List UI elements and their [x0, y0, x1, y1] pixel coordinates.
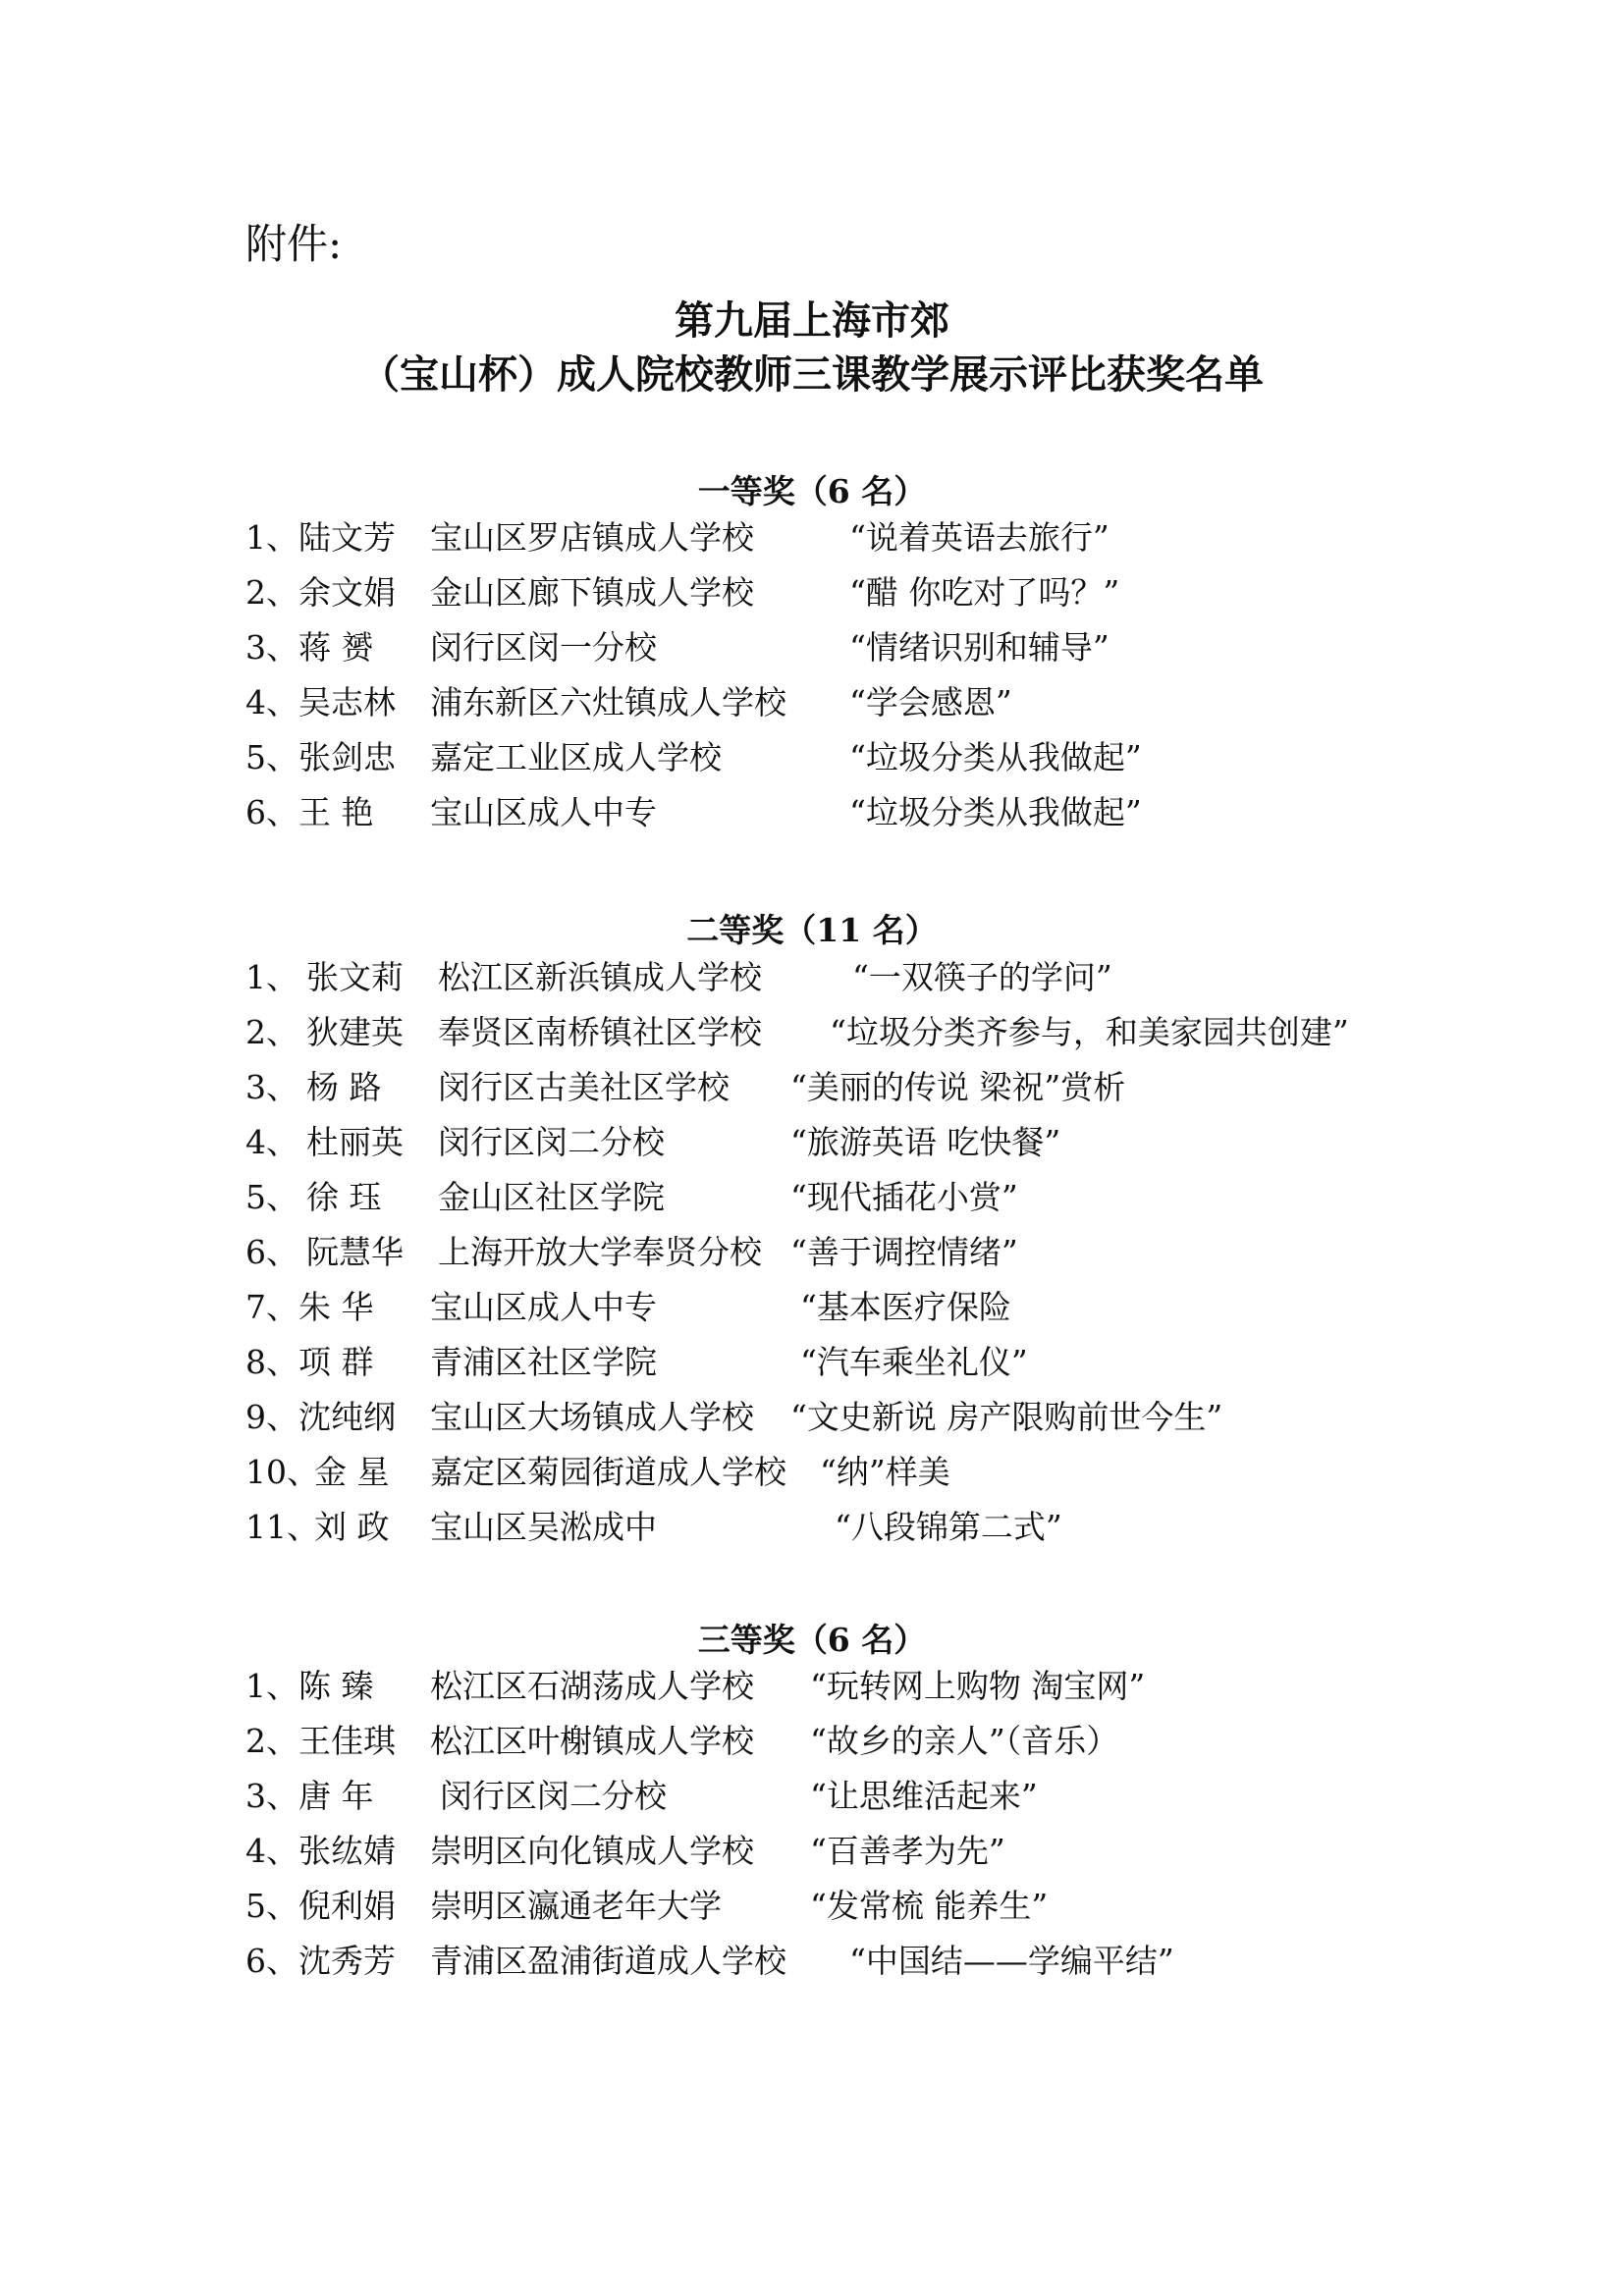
- entry-topic: “情绪识别和辅导”: [849, 628, 1110, 667]
- entry-school: 崇明区瀛通老年大学: [430, 1887, 722, 1925]
- entry-number: 9、: [245, 1398, 298, 1436]
- entry-name: 陈 臻: [298, 1667, 374, 1705]
- attachment-label: 附件:: [245, 220, 343, 268]
- entry-number: 7、: [245, 1288, 298, 1326]
- entry-name: 蒋 赟: [298, 628, 374, 667]
- entry-number: 6、: [245, 793, 298, 831]
- list-item: [245, 1883, 1522, 1930]
- list-item: [245, 1718, 1522, 1765]
- entry-school: 青浦区盈浦街道成人学校: [430, 1942, 786, 1980]
- section-title-third-prize: 三等奖（6 名）: [697, 1621, 927, 1659]
- entry-topic: “汽车乘坐礼仪”: [800, 1343, 1028, 1381]
- entry-school: 金山区社区学院: [438, 1178, 665, 1216]
- entry-topic: “醋 你吃对了吗？”: [849, 573, 1120, 612]
- entry-school: 金山区廊下镇成人学校: [430, 573, 754, 612]
- entry-topic: “垃圾分类齐参与，和美家园共创建”: [830, 1013, 1349, 1051]
- entry-number: 8、: [245, 1343, 298, 1381]
- entry-school: 奉贤区南桥镇社区学校: [438, 1013, 762, 1051]
- entry-number: 10、: [245, 1453, 319, 1491]
- entry-school: 闵行区古美社区学校: [438, 1068, 730, 1106]
- list-item: [245, 954, 1522, 1001]
- list-item: [245, 1119, 1522, 1166]
- entry-name: 朱 华: [298, 1288, 374, 1326]
- section-title-first-prize: 一等奖（6 名）: [697, 472, 927, 510]
- entry-school: 松江区叶榭镇成人学校: [430, 1722, 754, 1760]
- list-item: [245, 514, 1522, 561]
- entry-name: 张纮婧: [298, 1832, 396, 1870]
- entry-topic: “故乡的亲人”（音乐）: [810, 1722, 1119, 1760]
- entry-number: 3、: [245, 628, 298, 667]
- entry-number: 3、: [245, 1068, 298, 1106]
- entry-name: 徐 珏: [306, 1178, 382, 1216]
- list-item: [245, 1663, 1522, 1710]
- entry-school: 松江区石湖荡成人学校: [430, 1667, 754, 1705]
- section-title-second-prize: 二等奖（11 名）: [686, 911, 938, 949]
- entry-number: 1、: [245, 518, 298, 557]
- entry-school: 宝山区吴淞成中: [430, 1508, 657, 1546]
- entry-number: 5、: [245, 1887, 298, 1925]
- entry-topic: “旅游英语 吃快餐”: [790, 1123, 1061, 1161]
- list-item: [245, 1009, 1522, 1056]
- entry-school: 宝山区成人中专: [430, 793, 657, 831]
- entry-topic: “百善孝为先”: [810, 1832, 1005, 1870]
- list-item: [245, 1339, 1522, 1386]
- entry-topic: “玩转网上购物 淘宝网”: [810, 1667, 1146, 1705]
- entry-school: 崇明区向化镇成人学校: [430, 1832, 754, 1870]
- entry-number: 6、: [245, 1233, 298, 1271]
- entry-school: 宝山区罗店镇成人学校: [430, 518, 754, 557]
- entry-number: 3、: [245, 1777, 298, 1815]
- entry-school: 宝山区大场镇成人学校: [430, 1398, 754, 1436]
- entry-number: 6、: [245, 1942, 298, 1980]
- entry-name: 王佳琪: [298, 1722, 396, 1760]
- entry-school: 闵行区闵二分校: [440, 1777, 667, 1815]
- list-item: [245, 789, 1522, 836]
- entry-name: 王 艳: [298, 793, 374, 831]
- list-item: [245, 569, 1522, 616]
- entry-number: 2、: [245, 1013, 298, 1051]
- entry-name: 余文娟: [298, 573, 396, 612]
- entry-topic: “学会感恩”: [849, 683, 1012, 721]
- entry-topic: “让思维活起来”: [810, 1777, 1038, 1815]
- entry-number: 2、: [245, 573, 298, 612]
- entry-topic: “一双筷子的学问”: [852, 958, 1112, 996]
- entry-topic: “美丽的传说 梁祝”赏析: [790, 1068, 1126, 1106]
- list-item: [245, 1064, 1522, 1111]
- entry-school: 宝山区成人中专: [430, 1288, 657, 1326]
- entry-number: 2、: [245, 1722, 298, 1760]
- entry-number: 1、: [245, 958, 298, 996]
- entry-name: 杜丽英: [306, 1123, 404, 1161]
- entry-school: 上海开放大学奉贤分校: [438, 1233, 762, 1271]
- entry-school: 嘉定区菊园街道成人学校: [430, 1453, 786, 1491]
- entry-school: 闵行区闵二分校: [438, 1123, 665, 1161]
- page-title-line1: 第九届上海市郊: [675, 297, 949, 344]
- list-item: [245, 624, 1522, 671]
- entry-topic: “纳”样美: [820, 1453, 950, 1491]
- entry-name: 吴志林: [298, 683, 396, 721]
- list-item: [245, 1773, 1522, 1820]
- entry-name: 杨 路: [306, 1068, 382, 1106]
- entry-topic: “八段锦第二式”: [835, 1508, 1062, 1546]
- entry-number: 11、: [245, 1508, 319, 1546]
- list-item: [245, 1394, 1522, 1441]
- list-item: [245, 1229, 1522, 1276]
- entry-school: 浦东新区六灶镇成人学校: [430, 683, 786, 721]
- entry-topic: “现代插花小赏”: [790, 1178, 1018, 1216]
- entry-topic: “文史新说 房产限购前世今生”: [790, 1398, 1223, 1436]
- entry-number: 4、: [245, 683, 298, 721]
- entry-name: 陆文芳: [298, 518, 396, 557]
- list-item: [245, 1504, 1522, 1551]
- entry-topic: “中国结——学编平结”: [849, 1942, 1174, 1980]
- entry-school: 松江区新浜镇成人学校: [438, 958, 762, 996]
- entry-topic: “发常梳 能养生”: [810, 1887, 1049, 1925]
- list-item: [245, 734, 1522, 781]
- list-item: [245, 1828, 1522, 1875]
- list-item: [245, 1174, 1522, 1221]
- entry-name: 刘 政: [314, 1508, 390, 1546]
- list-item: [245, 679, 1522, 726]
- entry-name: 唐 年: [298, 1777, 374, 1815]
- entry-name: 项 群: [298, 1343, 374, 1381]
- entry-school: 嘉定工业区成人学校: [430, 738, 722, 776]
- entry-number: 4、: [245, 1832, 298, 1870]
- entry-topic: “基本医疗保险: [800, 1288, 1011, 1326]
- list-item: [245, 1449, 1522, 1496]
- entry-topic: “垃圾分类从我做起”: [849, 793, 1142, 831]
- entry-name: 狄建英: [306, 1013, 404, 1051]
- entry-topic: “善于调控情绪”: [790, 1233, 1018, 1271]
- entry-number: 4、: [245, 1123, 298, 1161]
- entry-number: 5、: [245, 738, 298, 776]
- entry-name: 张文莉: [306, 958, 404, 996]
- entry-topic: “垃圾分类从我做起”: [849, 738, 1142, 776]
- page-title-line2: （宝山杯）成人院校教师三课教学展示评比获奖名单: [360, 351, 1264, 398]
- entry-name: 张剑忠: [298, 738, 396, 776]
- entry-name: 沈纯纲: [298, 1398, 396, 1436]
- entry-name: 沈秀芳: [298, 1942, 396, 1980]
- entry-name: 倪利娟: [298, 1887, 396, 1925]
- entry-name: 阮慧华: [306, 1233, 404, 1271]
- entry-number: 5、: [245, 1178, 298, 1216]
- entry-name: 金 星: [314, 1453, 390, 1491]
- entry-school: 青浦区社区学院: [430, 1343, 657, 1381]
- entry-topic: “说着英语去旅行”: [849, 518, 1110, 557]
- entry-number: 1、: [245, 1667, 298, 1705]
- list-item: [245, 1938, 1522, 1985]
- list-item: [245, 1284, 1522, 1331]
- entry-school: 闵行区闵一分校: [430, 628, 657, 667]
